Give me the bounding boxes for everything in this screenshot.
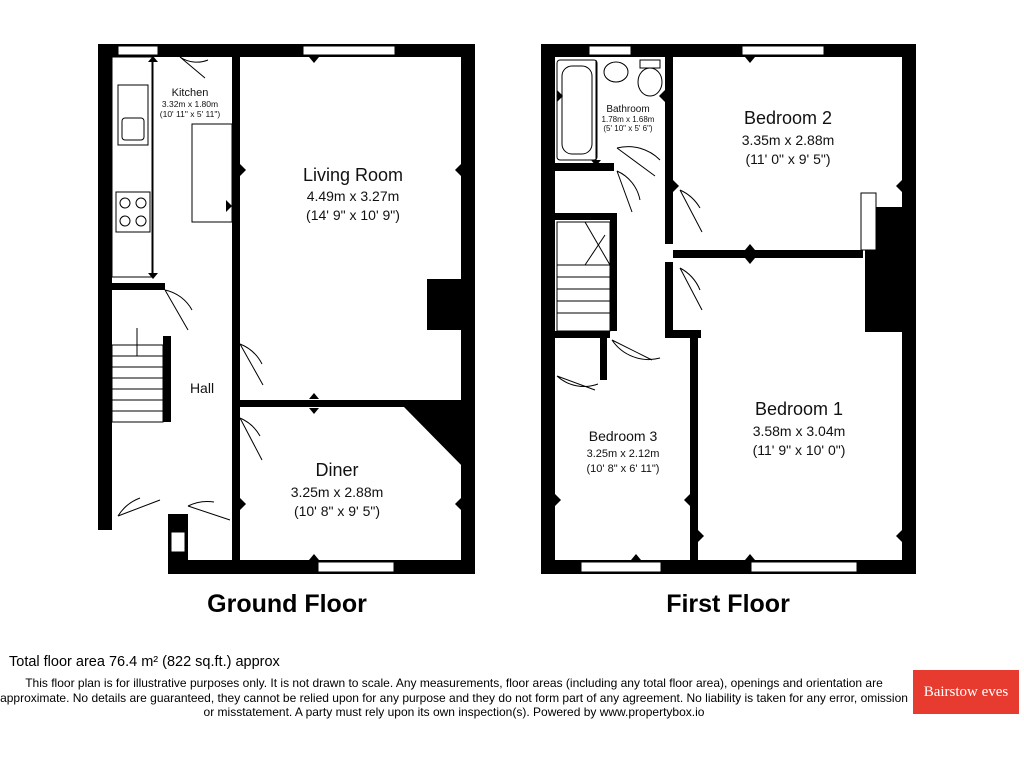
arrow xyxy=(896,530,902,542)
wall xyxy=(600,338,607,380)
door-swing xyxy=(188,501,230,520)
room-name: Bedroom 1 xyxy=(754,399,844,419)
room-dimensions-metric: 3.58m x 3.04m xyxy=(752,423,846,439)
arrow xyxy=(148,273,158,279)
arrow xyxy=(309,57,319,63)
ground-floor-plan xyxy=(98,44,475,618)
arrow xyxy=(684,494,690,506)
wall xyxy=(548,331,610,338)
toilet-cistern xyxy=(640,60,660,68)
toilet-icon xyxy=(638,68,662,96)
room-dimensions-metric: 3.25m x 2.88m xyxy=(290,484,384,500)
wall xyxy=(673,250,863,258)
window xyxy=(318,562,394,572)
arrow xyxy=(240,164,246,176)
wall xyxy=(690,330,698,574)
room-dimensions-imperial: (11' 0" x 9' 5") xyxy=(745,151,831,167)
agent-logo: Bairstow eves xyxy=(913,670,1019,714)
room-dimensions-metric: 3.25m x 2.12m xyxy=(586,448,660,460)
arrow xyxy=(309,393,319,399)
chimney-breast xyxy=(865,250,905,332)
room-dimensions-metric: 4.49m x 3.27m xyxy=(306,188,400,204)
window xyxy=(118,46,158,55)
hob-icon xyxy=(116,192,150,232)
door-swing xyxy=(617,171,640,212)
door-swing xyxy=(557,376,598,390)
door-swing xyxy=(165,290,192,330)
arrow xyxy=(745,244,755,250)
wall xyxy=(548,163,614,171)
room-dimensions-metric: 3.35m x 2.88m xyxy=(741,132,835,148)
sink-bowl xyxy=(122,118,144,140)
wall xyxy=(461,44,475,574)
door-swing xyxy=(680,190,702,232)
window xyxy=(303,46,395,55)
room-name: Kitchen xyxy=(171,87,209,99)
wall xyxy=(163,336,171,422)
arrow xyxy=(745,258,755,264)
chimney-box xyxy=(861,193,876,250)
room-dimensions-imperial: (10' 8" x 9' 5") xyxy=(293,503,381,519)
arrow xyxy=(896,180,902,192)
wall xyxy=(665,262,673,332)
room-name: Bathroom xyxy=(606,104,650,115)
hob-ring xyxy=(136,198,146,208)
stairs xyxy=(112,328,163,422)
stairs xyxy=(557,222,610,331)
door-swing xyxy=(680,268,702,310)
hob-ring xyxy=(136,216,146,226)
arrow xyxy=(698,530,704,542)
room-name: Diner xyxy=(315,460,359,480)
wall xyxy=(548,213,614,220)
first-floor-plan xyxy=(541,44,916,618)
door-swing xyxy=(240,344,263,385)
wall xyxy=(610,213,617,331)
room-dimensions-metric: 1.78m x 1.68m xyxy=(601,115,655,124)
wall xyxy=(105,283,165,290)
floor-title: First Floor xyxy=(666,590,790,618)
chimney-breast xyxy=(427,279,463,330)
room-dimensions-imperial: (10' 8" x 6' 11") xyxy=(586,463,660,475)
arrow xyxy=(631,554,641,560)
door-swing xyxy=(612,340,660,360)
door-swing xyxy=(617,147,660,176)
arrow xyxy=(555,494,561,506)
total-floor-area: Total floor area 76.4 m² (822 sq.ft.) approx xyxy=(9,654,280,670)
room-name: Bedroom 2 xyxy=(743,108,833,128)
room-dimensions-imperial: (10' 11" x 5' 11") xyxy=(159,109,221,119)
chimney-breast xyxy=(876,207,908,251)
room-dimensions-imperial: (5' 10" x 5' 6") xyxy=(603,124,653,133)
room-name: Hall xyxy=(189,380,215,396)
window xyxy=(581,562,661,572)
wall xyxy=(665,44,673,244)
room-dimensions-imperial: (14' 9" x 10' 9") xyxy=(306,207,400,223)
wall xyxy=(232,44,240,574)
floor-title: Ground Floor xyxy=(207,590,367,618)
arrow xyxy=(455,164,461,176)
door-swing xyxy=(118,498,160,516)
hob-ring xyxy=(120,216,130,226)
bath-icon xyxy=(557,60,597,160)
arrow xyxy=(745,554,755,560)
hob-ring xyxy=(120,198,130,208)
arrow xyxy=(455,498,461,510)
arrow xyxy=(309,408,319,414)
arrow xyxy=(659,90,665,102)
room-name: Bedroom 3 xyxy=(588,428,658,444)
window xyxy=(171,532,185,552)
diner-corner-wall xyxy=(404,407,468,472)
arrow xyxy=(673,180,679,192)
arrow xyxy=(240,498,246,510)
room-dimensions-imperial: (11' 9" x 10' 0") xyxy=(752,442,846,458)
window xyxy=(751,562,857,572)
basin-icon xyxy=(604,62,628,82)
bath-inner xyxy=(562,66,592,154)
room-dimensions-metric: 3.32m x 1.80m xyxy=(161,99,219,109)
wall xyxy=(232,400,468,407)
door-swing xyxy=(240,418,262,460)
arrow xyxy=(745,57,755,63)
disclaimer: This floor plan is for illustrative purposes only. It is not drawn to scale. Any measurements, floor areas (including any total floor area), openings and orientation are approximate. No details are guaranteed, they cannot be relied upon for any purpose and they do not form part of any agreement. No liability is taken for any error, omission or misstatement. A party must rely upon its own inspection(s). Powered by www.propertybox.io xyxy=(0,676,908,719)
door-swing xyxy=(180,57,208,78)
window xyxy=(742,46,824,55)
room-name: Living Room xyxy=(302,165,404,185)
arrow xyxy=(226,200,232,212)
window xyxy=(589,46,631,55)
arrow xyxy=(309,554,319,560)
wall xyxy=(541,44,555,574)
